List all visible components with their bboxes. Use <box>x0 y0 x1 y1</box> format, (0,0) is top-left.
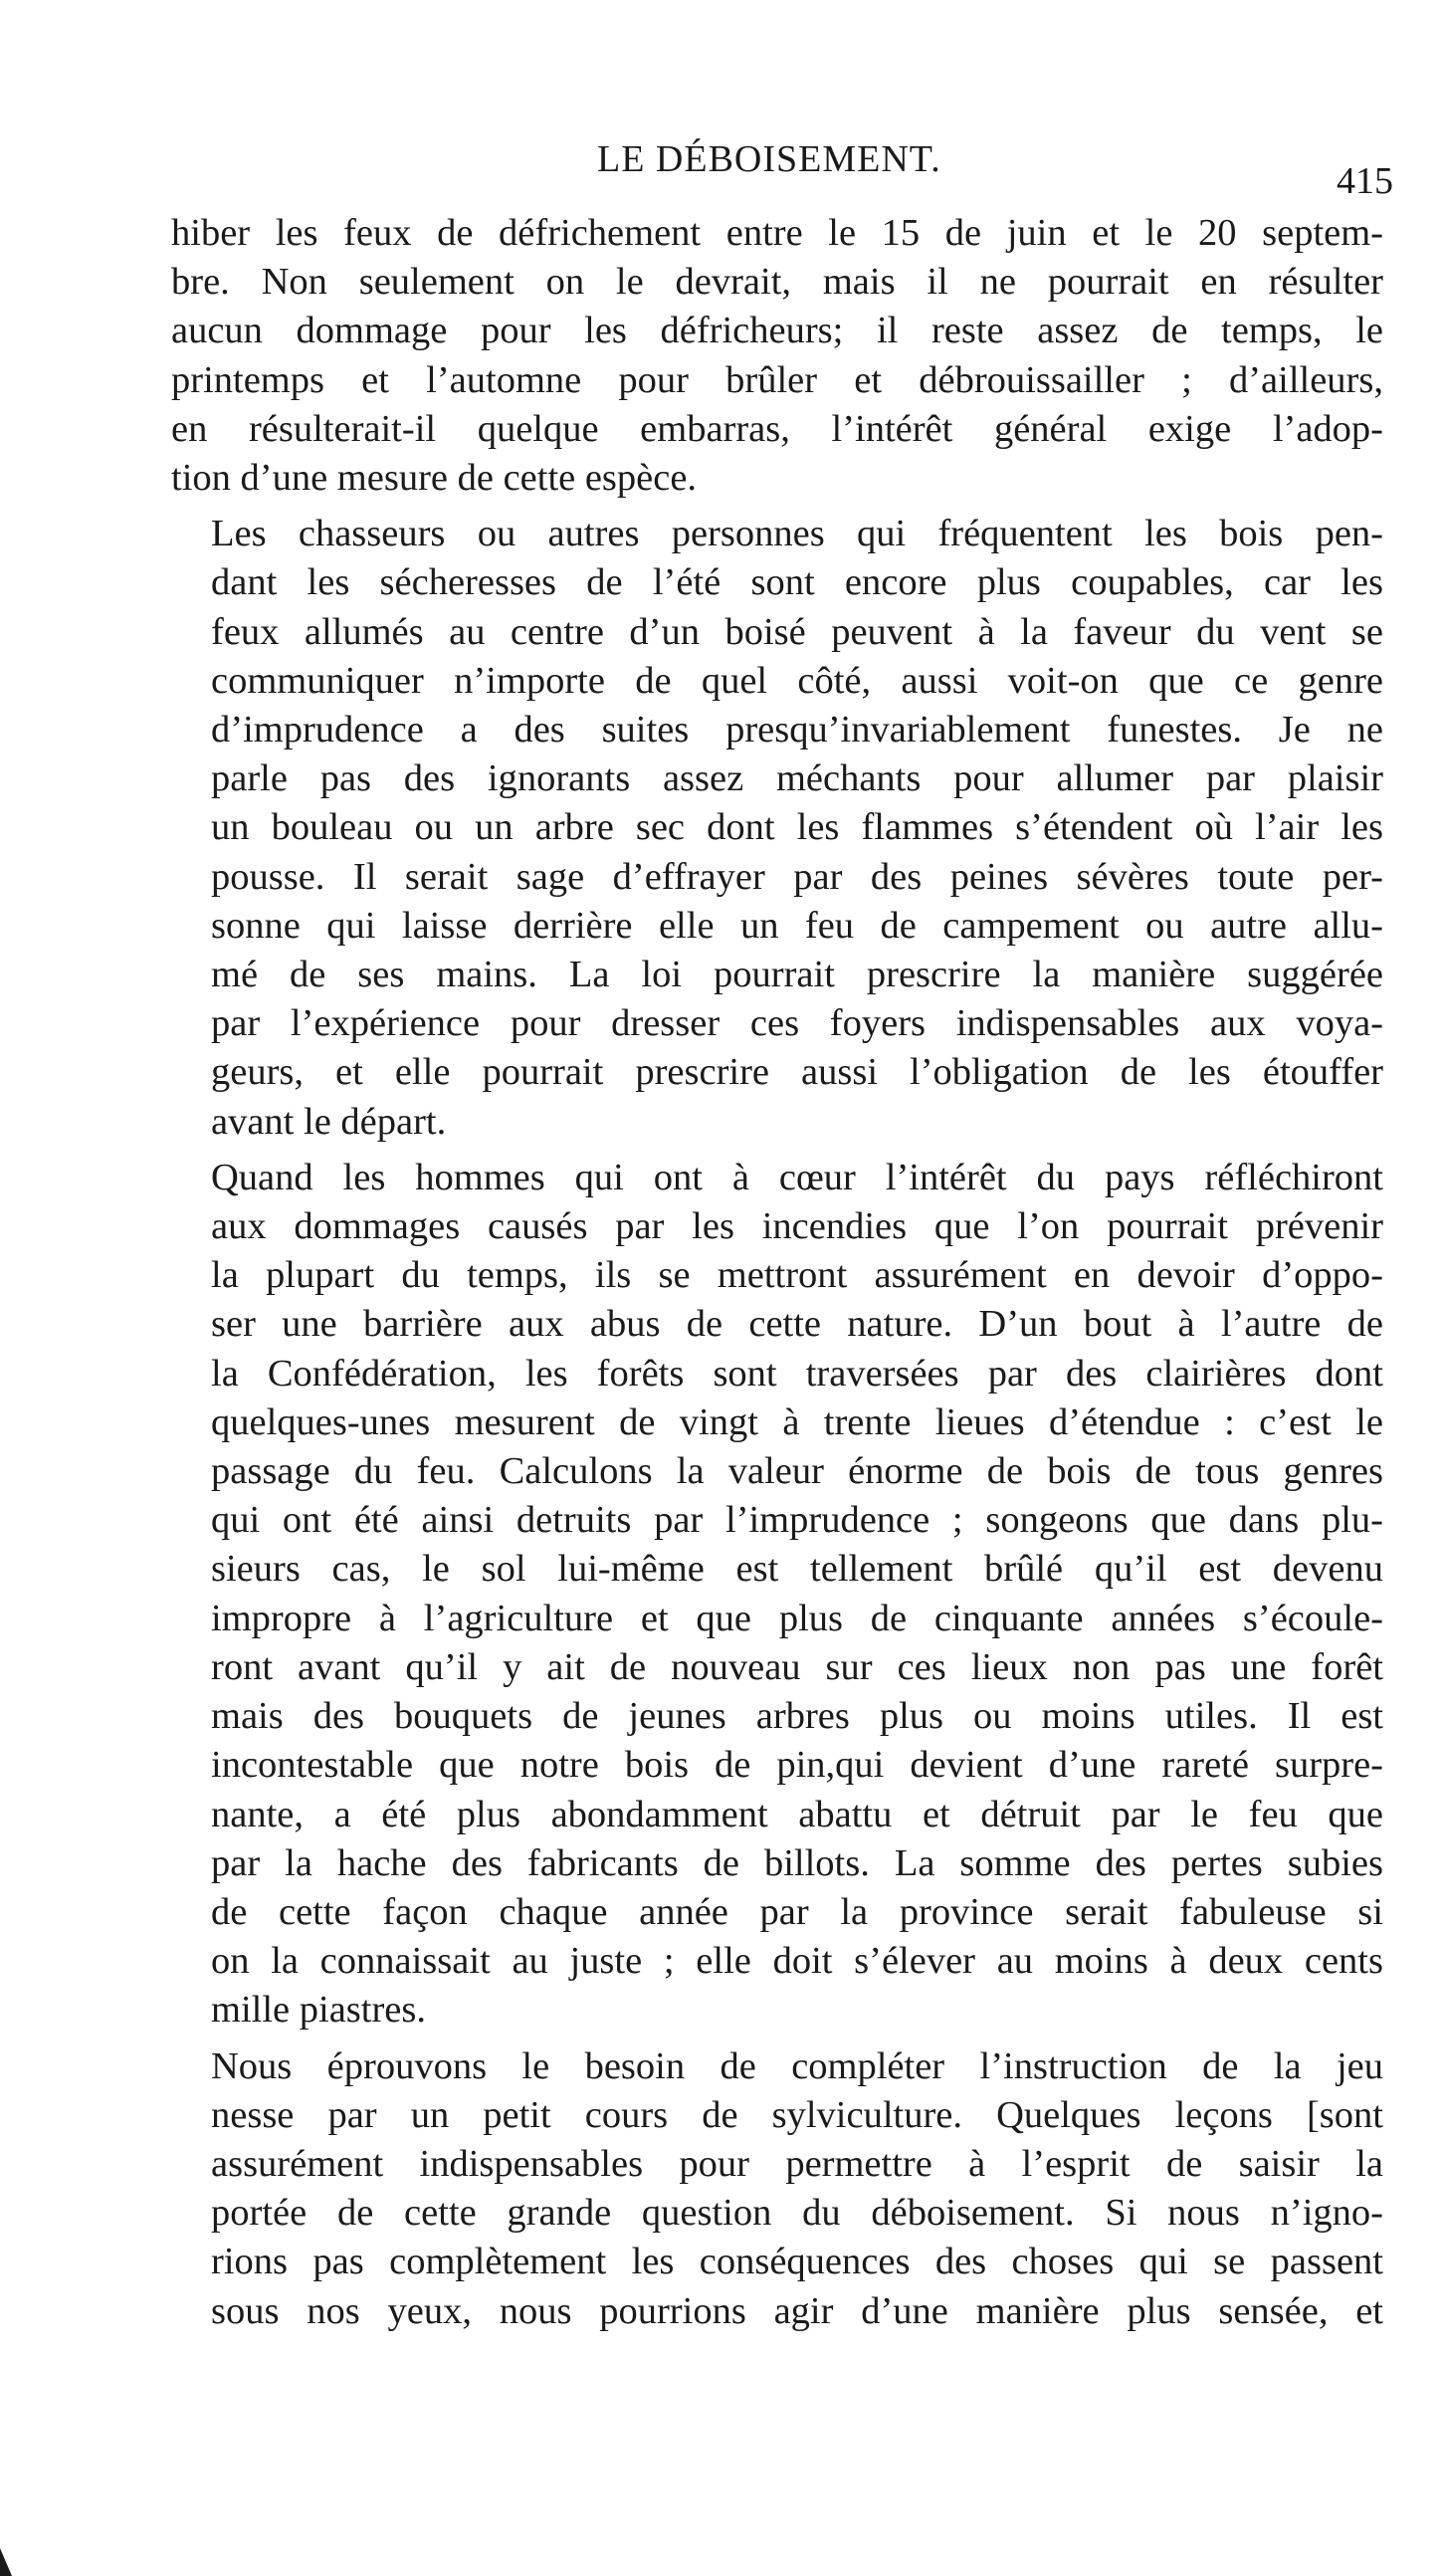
paragraph-3 <box>171 1154 1383 2036</box>
text-line: avant le départ. <box>211 1100 447 1143</box>
text-line: nesse par un petit cours de sylviculture. Quelques leçons [sont <box>211 2093 1383 2136</box>
page-number: 415 <box>1337 160 1393 202</box>
text-line: pousse. Il serait sage d’effrayer par des peines sévères toute per- <box>211 855 1383 898</box>
text-line: sous nos yeux, nous pourrions agir d’une manière plus sensée, et <box>211 2289 1383 2332</box>
body-text <box>171 209 1383 2343</box>
text-line: sonne qui laisse derrière elle un feu de campement ou autre allu- <box>211 904 1383 947</box>
text-line: Quand les hommes qui ont à cœur l’intérêt du pays réfléchiront <box>211 1156 1383 1198</box>
text-line: feux allumés au centre d’un boisé peuvent à la faveur du vent se <box>211 610 1383 653</box>
text-line: on la connaissait au juste ; elle doit s’élever au moins à deux cents <box>211 1940 1383 1983</box>
text-line: aux dommages causés par les incendies que l’on pourrait prévenir <box>211 1205 1383 1248</box>
text-line: ser une barrière aux abus de cette nature. D’un bout à l’autre de <box>211 1303 1383 1346</box>
text-line: d’imprudence a des suites presqu’invariablement funestes. Je ne <box>211 709 1383 751</box>
text-line: hiber les feux de défrichement entre le 15 de juin et le 20 septem- <box>171 212 1383 254</box>
text-line: la Confédération, les forêts sont traversées par des clairières dont <box>211 1352 1383 1395</box>
text-line: Les chasseurs ou autres personnes qui fréquentent les bois pen- <box>211 513 1383 555</box>
text-line: nante, a été plus abondamment abattu et détruit par le feu que <box>211 1793 1383 1835</box>
text-line: aucun dommage pour les défricheurs; il reste assez de temps, le <box>171 310 1383 352</box>
text-line: passage du feu. Calculons la valeur énorme de bois de tous genres <box>211 1450 1383 1493</box>
text-line: Nous éprouvons le besoin de compléter l’instruction de la jeu <box>211 2044 1383 2087</box>
paragraph-2 <box>171 510 1383 1147</box>
text-line: dant les sécheresses de l’été sont encore plus coupables, car les <box>211 561 1383 604</box>
text-line: mé de ses mains. La loi pourrait prescrire la manière suggérée <box>211 954 1383 996</box>
text-line: quelques-unes mesurent de vingt à trente lieues d’étendue : c’est le <box>211 1400 1383 1443</box>
text-line: sieurs cas, le sol lui-même est tellement brûlé qu’il est devenu <box>211 1548 1383 1591</box>
paragraph-1 <box>171 209 1383 503</box>
running-title: LE DÉBOISEMENT. <box>597 138 941 180</box>
text-line: mille piastres. <box>211 1989 426 2032</box>
running-head <box>169 137 1393 202</box>
text-line: la plupart du temps, ils se mettront assurément en devoir d’oppo- <box>211 1254 1383 1297</box>
text-line: portée de cette grande question du déboisement. Si nous n’igno- <box>211 2192 1383 2235</box>
text-line: par l’expérience pour dresser ces foyers indispensables aux voya- <box>211 1002 1383 1045</box>
text-line: bre. Non seulement on le devrait, mais il ne pourrait en résulter <box>171 261 1383 304</box>
scan-corner-mark <box>0 2548 12 2576</box>
text-line: qui ont été ainsi detruits par l’imprudence ; songeons que dans plu- <box>211 1499 1383 1542</box>
text-line: incontestable que notre bois de pin,qui devient d’une rareté surpre- <box>211 1744 1383 1787</box>
text-line: tion d’une mesure de cette espèce. <box>171 457 698 500</box>
text-line: rions pas complètement les conséquences des choses qui se passent <box>211 2241 1383 2283</box>
text-line: parle pas des ignorants assez méchants pour allumer par plaisir <box>211 757 1383 800</box>
text-line: en résulterait-il quelque embarras, l’intérêt général exige l’adop- <box>171 407 1383 450</box>
text-line: un bouleau ou un arbre sec dont les flammes s’étendent où l’air les <box>211 806 1383 849</box>
text-line: ront avant qu’il y ait de nouveau sur ces lieux non pas une forêt <box>211 1645 1383 1688</box>
text-line: impropre à l’agriculture et que plus de cinquante années s’écoule- <box>211 1597 1383 1639</box>
text-line: assurément indispensables pour permettre à l’esprit de saisir la <box>211 2142 1383 2185</box>
text-line: par la hache des fabricants de billots. La somme des pertes subies <box>211 1841 1383 1884</box>
text-line: mais des bouquets de jeunes arbres plus ou moins utiles. Il est <box>211 1695 1383 1738</box>
paragraph-4 <box>171 2042 1383 2336</box>
text-line: de cette façon chaque année par la province serait fabuleuse si <box>211 1890 1383 1933</box>
text-line: printemps et l’automne pour brûler et débrouissailler ; d’ailleurs, <box>171 358 1383 401</box>
text-line: communiquer n’importe de quel côté, aussi voit-on que ce genre <box>211 659 1383 702</box>
text-line: geurs, et elle pourrait prescrire aussi l’obligation de les étouffer <box>211 1051 1383 1094</box>
